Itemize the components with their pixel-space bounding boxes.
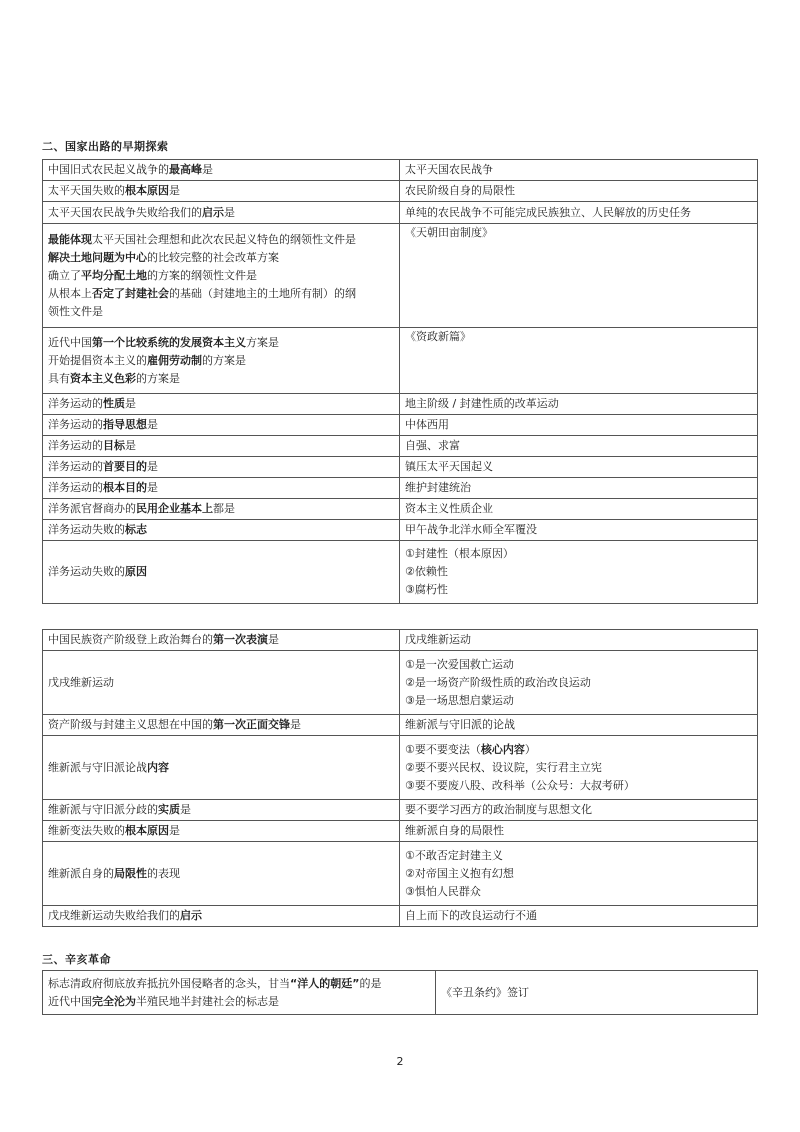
text-run: 的比较完整的社会改革方案	[147, 250, 279, 264]
answer-cell	[400, 202, 758, 224]
answer-text: 戊戌维新运动	[405, 633, 471, 646]
question-line	[48, 267, 394, 285]
question-cell	[43, 541, 400, 604]
answer-cell	[400, 630, 758, 651]
question-text	[48, 563, 394, 581]
question-text	[48, 204, 394, 222]
emphasis-text: 民用企业基本上	[136, 502, 213, 515]
table-row	[43, 478, 758, 499]
question-text	[48, 395, 394, 413]
answer-text: 太平天国农民战争	[405, 163, 493, 176]
answer-line: ③腐朽性	[405, 583, 448, 596]
text-run: 维新派与守旧派分歧的	[48, 803, 158, 816]
answer-cell	[400, 651, 758, 715]
table-row	[43, 651, 758, 715]
question-text	[48, 759, 394, 777]
answer-line: ①封建性（根本原因）	[405, 547, 514, 560]
question-cell	[43, 715, 400, 736]
answer-text: 维护封建统治	[405, 481, 471, 494]
text-run: 是	[169, 824, 180, 837]
emphasis-text: 启示	[180, 909, 202, 922]
table-row	[43, 457, 758, 478]
table-row	[43, 499, 758, 520]
question-cell	[43, 821, 400, 842]
text-run: 洋务运动的	[48, 439, 103, 452]
table-row	[43, 821, 758, 842]
table-row	[43, 202, 758, 224]
text-run: 是	[202, 163, 213, 176]
text-run: ）	[524, 742, 536, 756]
question-cell	[43, 394, 400, 415]
question-text	[48, 521, 394, 539]
answer-text: 地主阶级 / 封建性质的改革运动	[405, 397, 559, 410]
text-run: 是	[147, 460, 158, 473]
question-cell	[43, 499, 400, 520]
table-row	[43, 436, 758, 457]
emphasis-text: 最能体现	[48, 232, 92, 246]
emphasis-text: 解决土地问题为中心	[48, 250, 147, 264]
question-text	[48, 437, 394, 455]
answer-cell	[400, 160, 758, 181]
text-run: 都是	[213, 502, 235, 515]
answer-cell	[436, 971, 758, 1015]
answer-text: 《天朝田亩制度》	[405, 226, 493, 239]
question-line	[48, 303, 394, 321]
emphasis-text: 第一次表演	[213, 633, 268, 646]
emphasis-text: 内容	[147, 760, 169, 774]
answer-cell	[400, 499, 758, 520]
text-run: 洋务运动失败的	[48, 523, 125, 536]
text-run: 半殖民地半封建社会的标志是	[136, 994, 279, 1008]
text-run: 洋务运动的	[48, 397, 103, 410]
question-cell	[43, 160, 400, 181]
answer-cell	[400, 541, 758, 604]
question-cell	[43, 224, 400, 328]
text-run: 确立了	[48, 268, 81, 282]
text-run: 维新派自身的	[48, 866, 114, 880]
answer-cell	[400, 478, 758, 499]
question-cell	[43, 457, 400, 478]
table-row	[43, 736, 758, 800]
table-row	[43, 520, 758, 541]
emphasis-text: 指导思想	[103, 418, 147, 431]
question-text	[48, 674, 394, 692]
text-run: 洋务派官督商办的	[48, 502, 136, 515]
table-row	[43, 630, 758, 651]
question-line	[48, 993, 430, 1011]
question-text	[48, 182, 394, 200]
question-line	[48, 249, 394, 267]
question-line	[48, 975, 430, 993]
text-run: 的方案的纲领性文件是	[147, 268, 257, 282]
emphasis-text: 第一个比较系统的发展资本主义	[92, 335, 246, 349]
text-run: 中国民族资产阶级登上政治舞台的	[48, 633, 213, 646]
question-cell	[43, 202, 400, 224]
text-run: 的表现	[147, 866, 180, 880]
answer-text: 自强、求富	[405, 439, 460, 452]
answer-text: 维新派与守旧派的论战	[405, 718, 515, 731]
text-run: 从根本上	[48, 286, 92, 300]
question-text	[48, 865, 394, 883]
text-run: 的方案是	[202, 353, 246, 367]
emphasis-text: 根本目的	[103, 481, 147, 494]
text-run: 是	[147, 418, 158, 431]
page-number: 2	[396, 1055, 404, 1068]
emphasis-text: 雇佣劳动制	[147, 353, 202, 367]
question-cell	[43, 842, 400, 906]
answer-line: ②依赖性	[405, 565, 448, 578]
emphasis-text: 根本原因	[125, 824, 169, 837]
answer-cell	[400, 394, 758, 415]
answer-cell	[400, 457, 758, 478]
text-run: 的基础（封建地主的土地所有制）的纲	[169, 286, 356, 300]
question-text	[48, 822, 394, 840]
answer-cell	[400, 736, 758, 800]
text-run: ②要不要兴民权、设议院，实行君主立宪	[405, 760, 602, 774]
text-run: 是	[224, 205, 235, 219]
emphasis-text: 资本主义色彩	[70, 371, 136, 385]
answer-cell	[400, 181, 758, 202]
text-run: 是	[125, 439, 136, 452]
answer-text: 中体西用	[405, 418, 449, 431]
emphasis-text: 根本原因	[125, 184, 169, 197]
question-cell	[43, 328, 400, 394]
text-run: 是	[169, 184, 180, 197]
answer-line	[405, 777, 752, 795]
question-text	[48, 416, 394, 434]
table-row	[43, 800, 758, 821]
answer-text: 《资政新篇》	[405, 330, 471, 343]
answer-text: 甲午战争北洋水师全军覆没	[405, 523, 537, 536]
question-text	[48, 500, 394, 518]
table-row	[43, 541, 758, 604]
table-reform-movement	[42, 629, 758, 927]
answer-text: 单纯的农民战争不可能完成民族独立、人民解放的历史任务	[405, 205, 691, 219]
text-run: 具有	[48, 371, 70, 385]
answer-text: 农民阶级自身的局限性	[405, 184, 515, 197]
text-run: 洋务运动的	[48, 460, 103, 473]
question-line	[48, 285, 394, 303]
text-run: 开始提倡资本主义的	[48, 353, 147, 367]
answer-text: 镇压太平天国起义	[405, 460, 493, 473]
section-heading-early-exploration: 二、国家出路的早期探索	[42, 140, 169, 153]
text-run: 是	[147, 481, 158, 494]
question-text	[48, 801, 394, 819]
question-cell	[43, 906, 400, 927]
table-row	[43, 224, 758, 328]
table-row	[43, 328, 758, 394]
text-run: 戊戌维新运动失败给我们的	[48, 909, 180, 922]
table-1911-revolution	[42, 970, 758, 1015]
text-run: 的方案是	[136, 371, 180, 385]
question-text	[48, 907, 394, 925]
emphasis-text: “洋人的朝廷”	[290, 976, 360, 990]
question-cell	[43, 971, 436, 1015]
emphasis-text: 首要目的	[103, 460, 147, 473]
text-run: 中国旧式农民起义战争的	[48, 163, 169, 176]
question-line	[48, 231, 394, 249]
text-run: 标志清政府彻底放弃抵抗外国侵略者的念头，甘当	[48, 976, 290, 990]
text-run: 是	[180, 803, 191, 816]
text-run: 资产阶级与封建主义思想在中国的	[48, 718, 213, 731]
answer-cell	[400, 520, 758, 541]
emphasis-text: 否定了封建社会	[92, 286, 169, 300]
answer-text: 资本主义性质企业	[405, 502, 493, 515]
question-cell	[43, 630, 400, 651]
table-row	[43, 394, 758, 415]
answer-line	[405, 741, 752, 759]
table-row	[43, 715, 758, 736]
question-cell	[43, 415, 400, 436]
emphasis-text: 最高峰	[169, 163, 202, 176]
answer-line	[405, 759, 752, 777]
table-row	[43, 906, 758, 927]
emphasis-text: 实质	[158, 803, 180, 816]
table-early-exploration	[42, 159, 758, 604]
answer-cell	[400, 224, 758, 328]
answer-line: ①是一次爱国救亡运动	[405, 657, 514, 671]
table-row	[43, 181, 758, 202]
section-heading-1911-revolution: 三、辛亥革命	[42, 953, 111, 966]
text-run: 是	[268, 633, 279, 646]
answer-cell	[400, 715, 758, 736]
table-row	[43, 842, 758, 906]
text-run: 方案是	[246, 335, 279, 349]
text-run: 近代中国	[48, 994, 92, 1008]
emphasis-text: 原因	[125, 565, 147, 578]
question-cell	[43, 436, 400, 457]
text-run: ①要不要变法（	[405, 742, 481, 756]
answer-text: 《辛丑条约》签订	[441, 985, 529, 999]
answer-cell	[400, 328, 758, 394]
text-run: ③要不要废八股、改科举（公众号：大叔考研）	[405, 778, 635, 792]
answer-text: 要不要学习西方的政治制度与思想文化	[405, 803, 592, 816]
text-run: 的是	[359, 976, 382, 990]
emphasis-text: 核心内容	[480, 742, 525, 756]
answer-text: 自上而下的改良运动行不通	[405, 909, 537, 922]
answer-line: ②是一场资产阶级性质的政治改良运动	[405, 675, 591, 689]
answer-cell	[400, 800, 758, 821]
emphasis-text: 完全沦为	[92, 994, 136, 1008]
answer-cell	[400, 436, 758, 457]
text-run: 太平天国失败的	[48, 184, 125, 197]
emphasis-text: 标志	[125, 523, 147, 536]
answer-cell	[400, 821, 758, 842]
question-cell	[43, 651, 400, 715]
answer-line: ③惧怕人民群众	[405, 884, 481, 898]
answer-line: ②对帝国主义抱有幻想	[405, 866, 514, 880]
text-run: 洋务运动的	[48, 418, 103, 431]
question-line	[48, 370, 394, 388]
text-run: 近代中国	[48, 335, 92, 349]
question-cell	[43, 478, 400, 499]
question-text	[48, 631, 394, 649]
question-line	[48, 352, 394, 370]
emphasis-text: 目标	[103, 439, 125, 452]
text-run: 太平天国社会理想和此次农民起义特色的纲领性文件是	[92, 232, 356, 246]
text-run: 太平天国农民战争失败给我们的	[48, 205, 202, 219]
table-row	[43, 160, 758, 181]
answer-text: 维新派自身的局限性	[405, 824, 504, 837]
table-row	[43, 415, 758, 436]
question-text	[48, 479, 394, 497]
text-run: 维新变法失败的	[48, 824, 125, 837]
answer-line: ①不敢否定封建主义	[405, 848, 503, 862]
text-run: 是	[125, 397, 136, 410]
question-cell	[43, 800, 400, 821]
question-text	[48, 716, 394, 734]
answer-cell	[400, 842, 758, 906]
emphasis-text: 局限性	[114, 866, 147, 880]
emphasis-text: 启示	[202, 205, 224, 219]
question-line	[48, 334, 394, 352]
answer-line: ③是一场思想启蒙运动	[405, 693, 514, 707]
text-run: 是	[290, 718, 301, 731]
answer-cell	[400, 906, 758, 927]
question-cell	[43, 736, 400, 800]
question-cell	[43, 181, 400, 202]
text-run: 维新派与守旧派论战	[48, 760, 147, 774]
text-run: 领性文件是	[48, 304, 103, 318]
answer-cell	[400, 415, 758, 436]
question-text	[48, 458, 394, 476]
table-row	[43, 971, 758, 1015]
question-cell	[43, 520, 400, 541]
question-text	[48, 161, 394, 179]
text-run: 洋务运动失败的	[48, 565, 125, 578]
emphasis-text: 平均分配土地	[81, 268, 147, 282]
emphasis-text: 性质	[103, 397, 125, 410]
emphasis-text: 第一次正面交锋	[213, 718, 290, 731]
text-run: 戊戌维新运动	[48, 675, 114, 689]
text-run: 洋务运动的	[48, 481, 103, 494]
